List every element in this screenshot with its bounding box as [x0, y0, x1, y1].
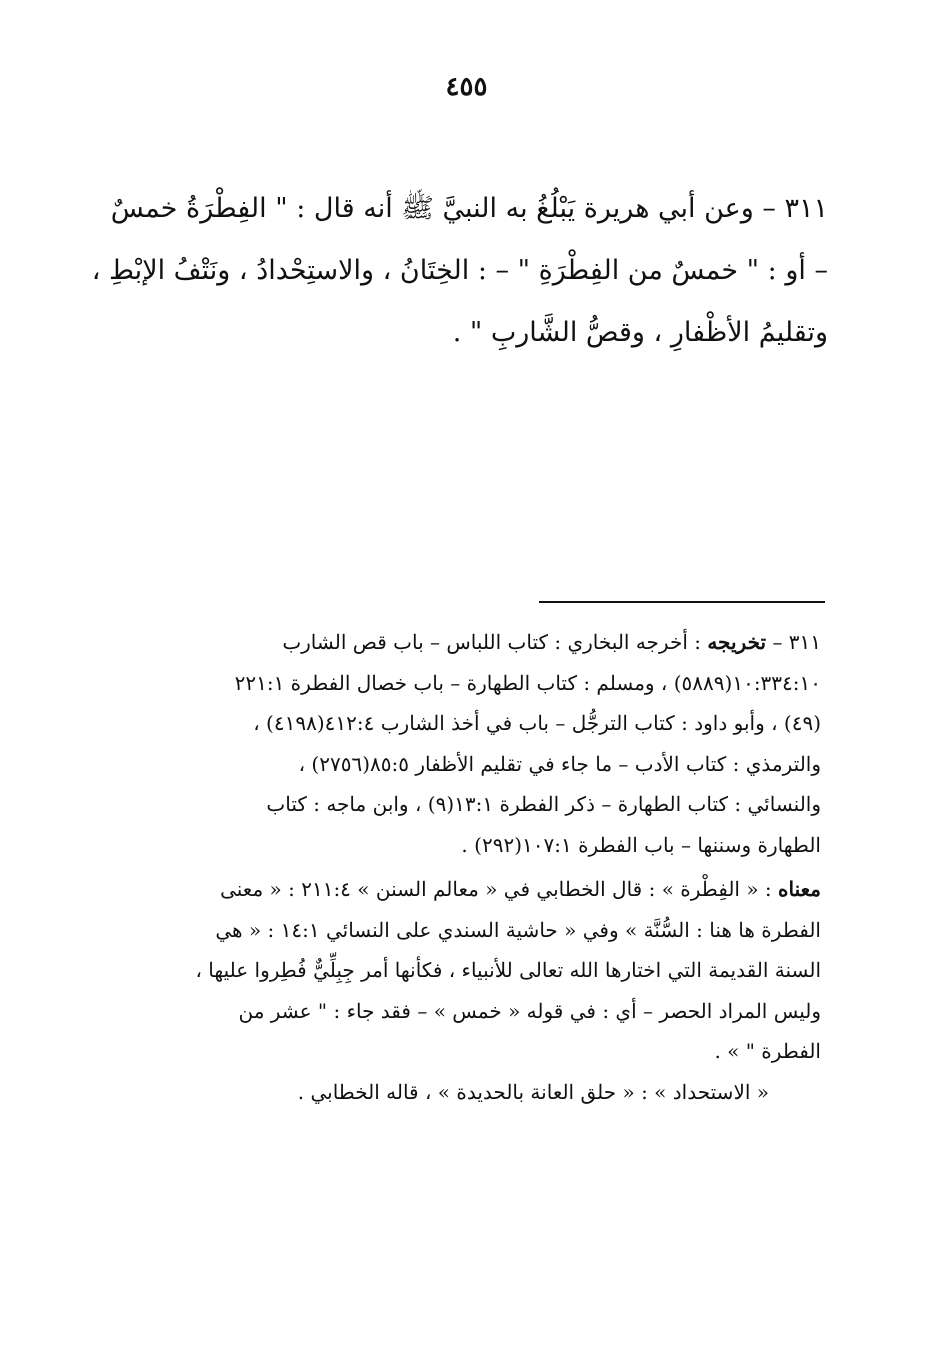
- takhrij-text: : أخرجه البخاري : كتاب اللباس – باب قص الشارب: [282, 630, 708, 654]
- meaning-line: الفطرة " » .: [714, 1039, 821, 1063]
- takhrij-line: ١٠:٣٣٤:١٠(٥٨٨٩) ، ومسلم : كتاب الطهارة – باب خصال الفطرة ٢٢١:١: [234, 670, 821, 695]
- hadith-text: [91, 178, 828, 364]
- hadith-line: وتقليمُ الأظْفارِ ، وقصُّ الشَّاربِ " .: [452, 317, 828, 348]
- meaning-line: السنة القديمة التي اختارها الله تعالى للأنبياء ، فكأنها أمر جِبِلِّيٌّ فُطِروا عليها ،: [195, 958, 821, 982]
- meaning-line: الفطرة ها هنا : السُّنَّة » وفي « حاشية السندي على النسائي ١٤:١ : « هي: [215, 917, 821, 942]
- footnote-divider: [539, 601, 825, 603]
- takhrij-line: الطهارة وسننها – باب الفطرة ١٠٧:١(٢٩٢) .: [461, 832, 821, 857]
- meaning-line: وليس المراد الحصر – أي : في قوله « خمس » – فقد جاء : " عشر من: [238, 998, 821, 1023]
- takhrij-first-line: [109, 622, 821, 663]
- hadith-line: – أو : " خمسٌ من الفِطْرَةِ " – : الخِتَانُ ، والاستِحْدادُ ، ونَتْفُ الإبْطِ ،: [91, 255, 828, 286]
- hadith-line: ٣١١ – وعن أبي هريرة يَبْلُغُ به النبيَّ ﷺ أنه قال : " الفِطْرَةُ خمسٌ: [110, 193, 828, 224]
- footnotes: [109, 622, 821, 1112]
- takhrij-label: تخريجه: [707, 630, 767, 654]
- takhrij-line: والترمذي : كتاب الأدب – ما جاء في تقليم الأظفار ٨٥:٥(٢٧٥٦) ،: [298, 751, 821, 776]
- takhrij-number: ٣١١ –: [766, 630, 821, 654]
- page-number: ٤٥٥: [445, 72, 488, 102]
- meaning-label: معناه: [778, 877, 821, 901]
- istihdad-line: « الاستحداد » : « حلق العانة بالحديدة » ، قاله الخطابي .: [297, 1079, 769, 1104]
- meaning-text: : « الفِطْرة » : قال الخطابي في « معالم السنن » ٢١١:٤ : « معنى: [220, 877, 779, 901]
- takhrij-line: والنسائي : كتاب الطهارة – ذكر الفطرة ١٣:١(٩) ، وابن ماجه : كتاب: [266, 792, 821, 816]
- meaning-first-line: [109, 869, 821, 910]
- takhrij-line: (٤٩) ، وأبو داود : كتاب الترجُّل – باب في أخذ الشارب ٤١٢:٤(٤١٩٨) ،: [253, 711, 821, 735]
